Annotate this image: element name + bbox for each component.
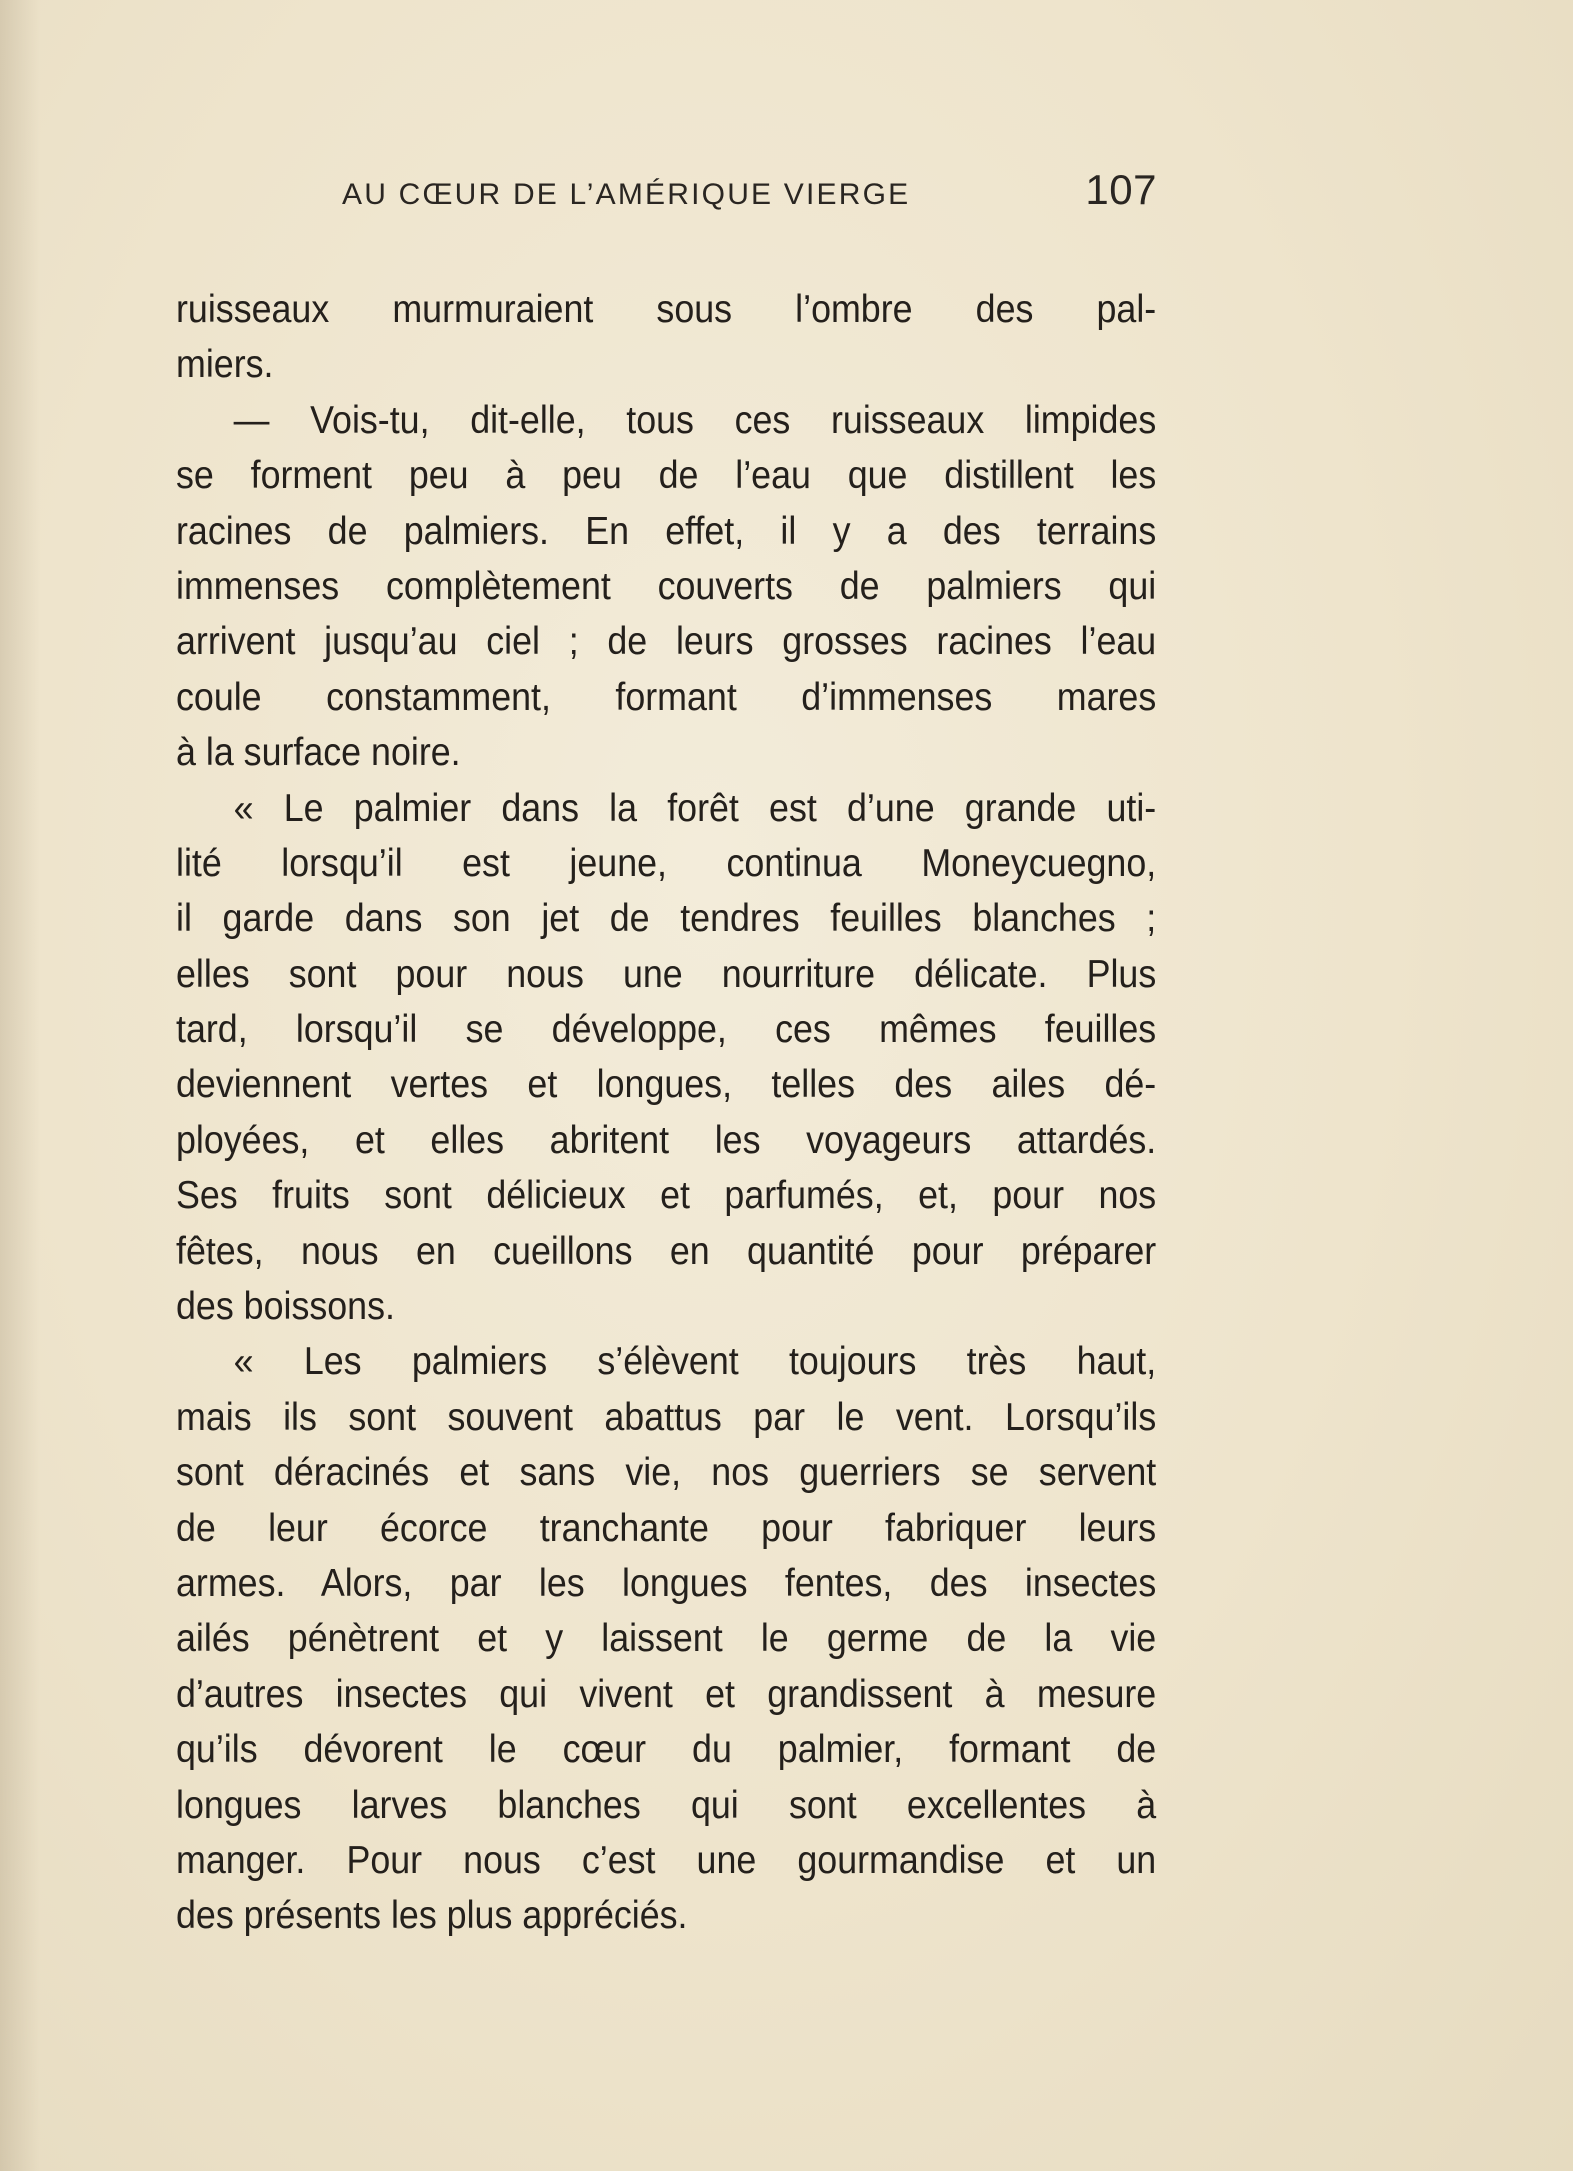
text-line: immenses complètement couverts de palmiers qui	[176, 564, 1157, 608]
running-head	[342, 162, 1157, 222]
text-line: qu’ils dévorent le cœur du palmier, formant de	[176, 1728, 1157, 1772]
text-line: ruisseaux murmuraient sous l’ombre des pal-	[176, 288, 1157, 331]
text-line: Ses fruits sont délicieux et parfumés, et, pour nos	[176, 1174, 1157, 1218]
text-line: manger. Pour nous c’est une gourmandise et un	[176, 1838, 1157, 1882]
text-line: fêtes, nous en cueillons en quantité pour préparer	[176, 1229, 1157, 1273]
text-line: tard, lorsqu’il se développe, ces mêmes feuilles	[176, 1008, 1157, 1052]
text-line: il garde dans son jet de tendres feuilles blanches ;	[176, 897, 1157, 941]
text-line: « Les palmiers s’élèvent toujours très haut,	[233, 1340, 1157, 1384]
page-number: 107	[1085, 166, 1157, 213]
text-line: racines de palmiers. En effet, il y a des terrains	[176, 509, 1157, 553]
text-line: d’autres insectes qui vivent et grandissent à mesure	[176, 1672, 1157, 1716]
text-line: arrivent jusqu’au ciel ; de leurs grosses racines l’eau	[176, 620, 1157, 664]
text-line: elles sont pour nous une nourriture délicate. Plus	[176, 952, 1157, 996]
text-line: mais ils sont souvent abattus par le vent. Lorsqu’ils	[176, 1395, 1157, 1439]
running-title: AU CŒUR DE L’AMÉRIQUE VIERGE	[342, 178, 911, 211]
text-line: ailés pénètrent et y laissent le germe de la vie	[176, 1617, 1157, 1661]
text-line: « Le palmier dans la forêt est d’une grande uti-	[233, 786, 1157, 830]
text-line: des présents les plus appréciés.	[176, 1894, 688, 1938]
text-line: des boissons.	[176, 1285, 395, 1329]
text-line: deviennent vertes et longues, telles des ailes dé-	[176, 1063, 1157, 1107]
text-line: se forment peu à peu de l’eau que distillent les	[176, 454, 1157, 498]
body-text	[176, 282, 1156, 1944]
text-line: lité lorsqu’il est jeune, continua Moneycuegno,	[176, 841, 1157, 885]
page-edge-shadow	[0, 0, 40, 2171]
text-line: de leur écorce tranchante pour fabriquer leurs	[176, 1506, 1157, 1550]
text-line: — Vois-tu, dit-elle, tous ces ruisseaux limpides	[233, 398, 1157, 442]
text-line: ployées, et elles abritent les voyageurs attardés.	[176, 1118, 1157, 1162]
text-line: sont déracinés et sans vie, nos guerriers se servent	[176, 1451, 1157, 1495]
text-line: armes. Alors, par les longues fentes, des insectes	[176, 1561, 1157, 1605]
text-line: miers.	[176, 343, 274, 387]
text-line: coule constamment, formant d’immenses mares	[176, 675, 1157, 719]
text-line: longues larves blanches qui sont excellentes à	[176, 1783, 1157, 1827]
text-line: à la surface noire.	[176, 731, 461, 775]
